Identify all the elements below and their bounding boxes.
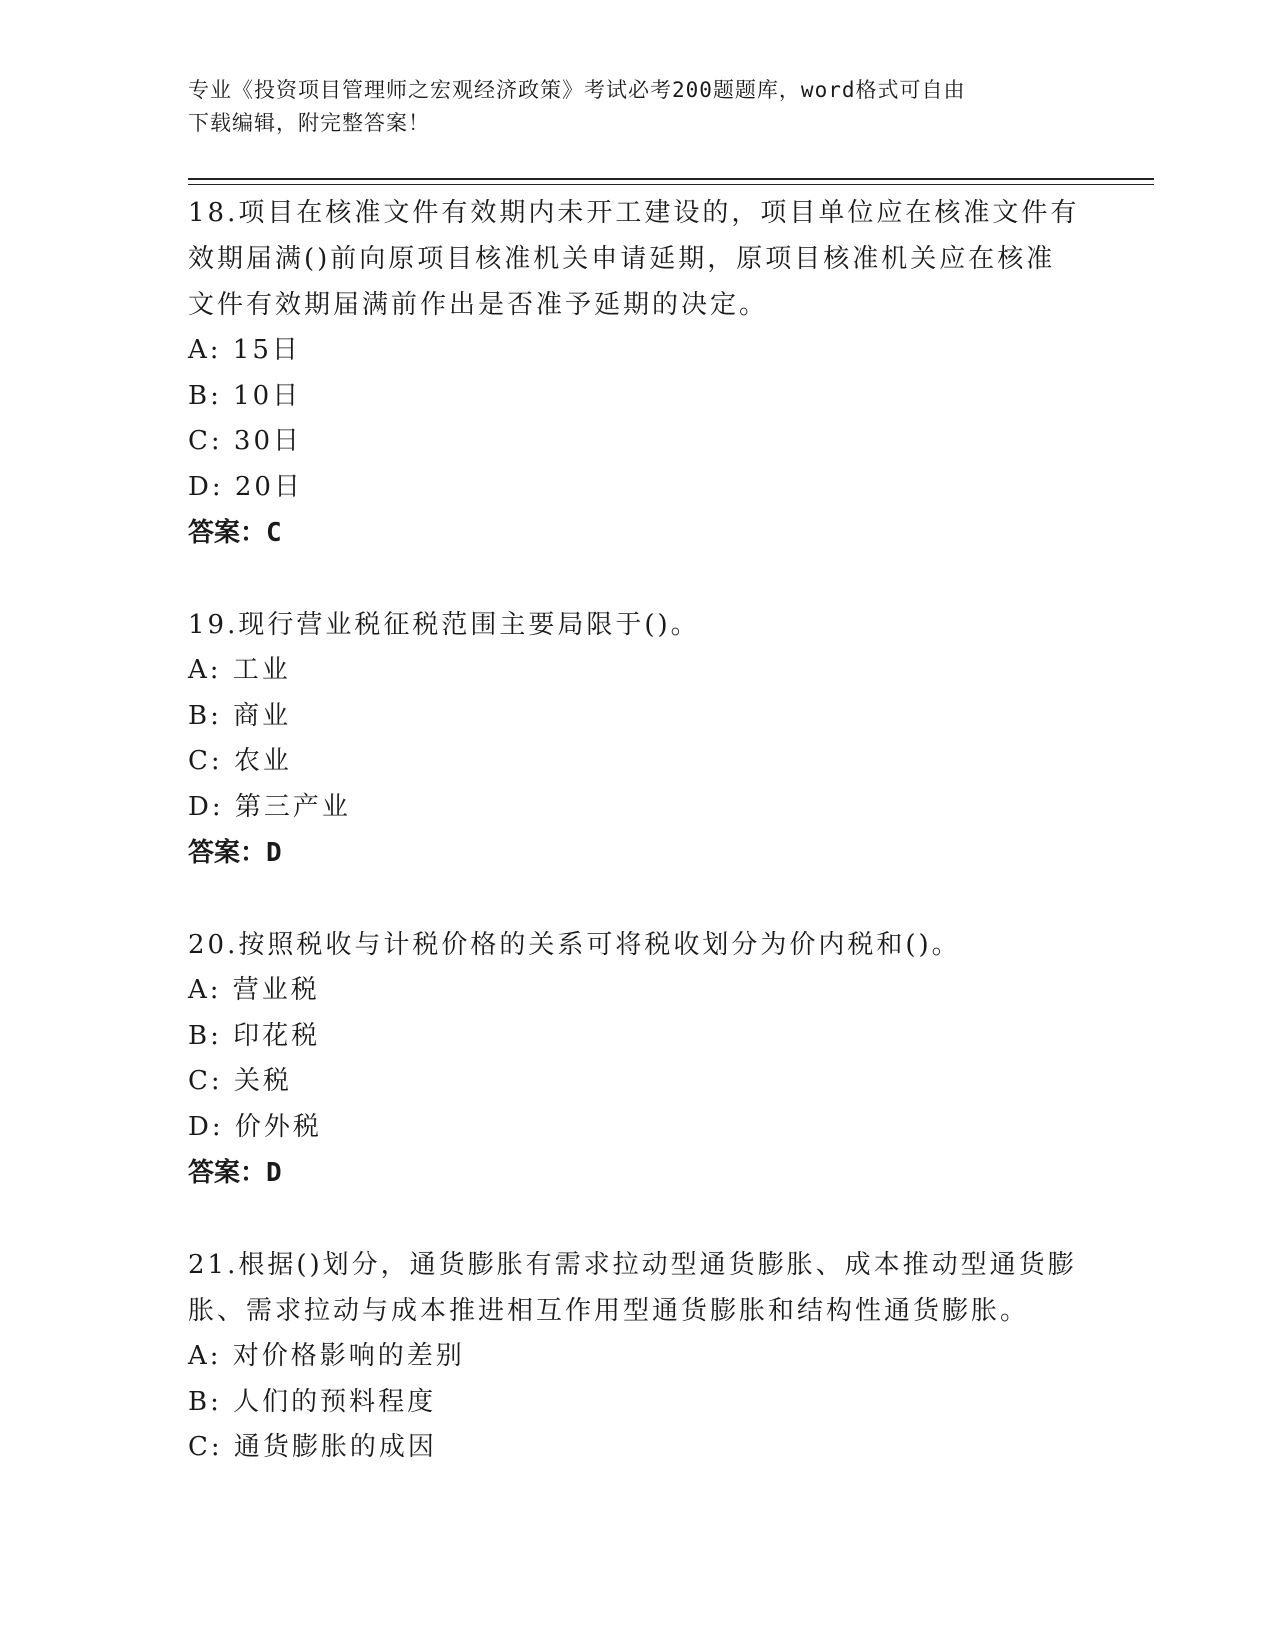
- header-rule-thin: [188, 184, 1154, 185]
- option-a: A: 对价格影响的差别: [188, 1341, 465, 1371]
- question-list: [188, 190, 1088, 1471]
- question-stem-line: 胀、需求拉动与成本推进相互作用型通货膨胀和结构性通货膨胀。: [188, 1296, 1030, 1326]
- option-d: D: 第三产业: [188, 791, 351, 822]
- header-line-1: 专业《投资项目管理师之宏观经济政策》考试必考200题题库，word格式可自由: [188, 78, 966, 102]
- option-b: B: 10日: [188, 380, 302, 411]
- option-c: C: 30日: [188, 426, 303, 456]
- option-d: D: 20日: [188, 471, 303, 502]
- option-c: C: 关税: [188, 1066, 292, 1096]
- question-spacer: [188, 556, 1088, 602]
- header-line-2: 下载编辑，附完整答案！: [188, 111, 430, 135]
- question-stem-line: 文件有效期届满前作出是否准予延期的决定。: [188, 290, 769, 320]
- option-b: B: 人们的预料程度: [188, 1386, 437, 1417]
- answer-line: 答案：D: [188, 1158, 282, 1188]
- option-a: A: 15日: [188, 335, 301, 365]
- question-19: [188, 602, 1088, 876]
- option-d: D: 价外税: [188, 1111, 322, 1142]
- option-c: C: 农业: [188, 746, 292, 776]
- option-c: C: 通货膨胀的成因: [188, 1432, 437, 1462]
- question-stem-line: 20.按照税收与计税价格的关系可将税收划分为价内税和()。: [188, 930, 961, 960]
- question-20: [188, 922, 1088, 1196]
- question-stem-line: 效期届满()前向原项目核准机关申请延期，原项目核准机关应在核准: [188, 244, 1056, 274]
- header-rule-thick: [188, 178, 1154, 180]
- answer-line: 答案：D: [188, 838, 282, 868]
- question-spacer: [188, 876, 1088, 922]
- question-stem-line: 21.根据()划分，通货膨胀有需求拉动型通货膨胀、成本推动型通货膨: [188, 1250, 1077, 1280]
- option-b: B: 商业: [188, 700, 292, 731]
- option-a: A: 工业: [188, 655, 291, 685]
- option-a: A: 营业税: [188, 975, 320, 1005]
- question-stem-line: 19.现行营业税征税范围主要局限于()。: [188, 610, 700, 640]
- option-b: B: 印花税: [188, 1020, 321, 1051]
- question-18: [188, 190, 1088, 556]
- question-stem-line: 18.项目在核准文件有效期内未开工建设的，项目单位应在核准文件有: [188, 198, 1080, 228]
- question-21: [188, 1242, 1088, 1471]
- answer-line: 答案：C: [188, 518, 282, 548]
- question-spacer: [188, 1196, 1088, 1242]
- document-header: [188, 74, 1068, 140]
